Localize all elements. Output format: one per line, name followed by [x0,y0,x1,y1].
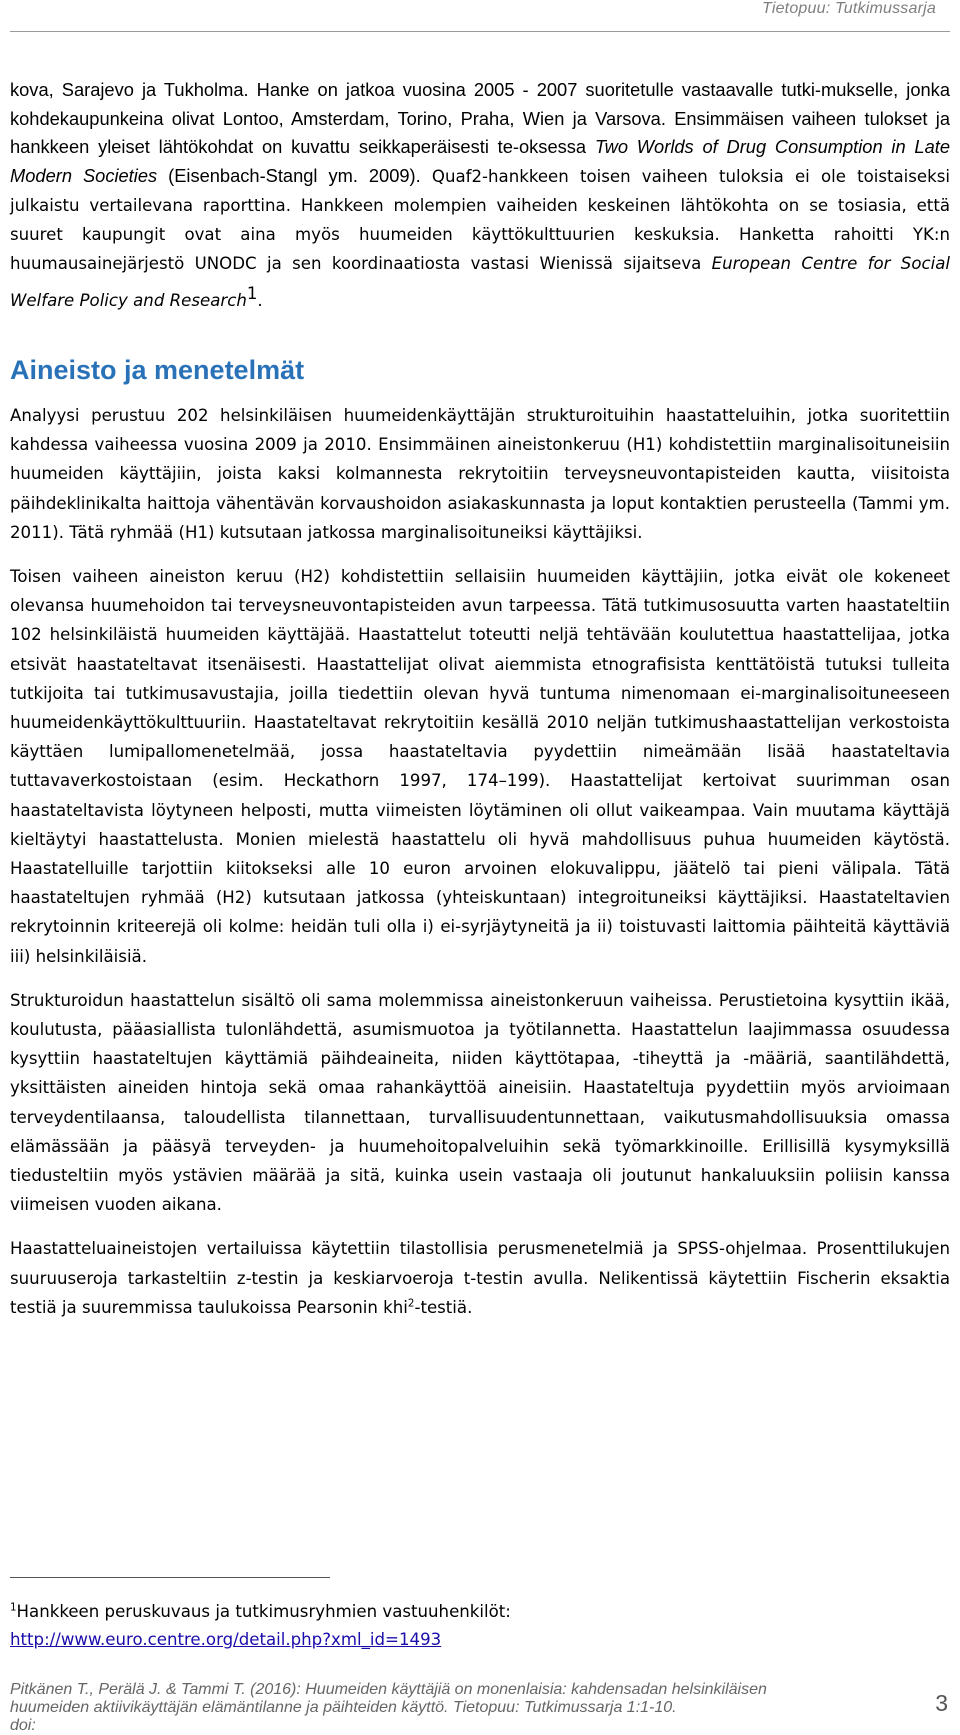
paragraph-data-collection: Analyysi perustuu 202 helsinkiläisen huumeidenkäyttäjän strukturoituihin haastatteluihin, jotka suoritettiin kahdessa vaiheessa vuosina 2009 ja 2010. Ensimmäinen aineistonkeruu (H1) kohdistettiin marginalisoituneisiin huumeiden käyttäjiin, joista kaksi kolmannesta rekrytoitiin terveysneuvontapisteiden kautta, viisitoista päihdeklinikalta haittoja vähentävän korvaushoidon asiakaskunnasta ja loput kontaktien perusteella (Tammi ym. 2011). Tätä ryhmää (H1) kutsutaan jatkossa marginalisoituneiksi käyttäjiksi. [10,405,950,542]
page-number: 3 [935,1690,948,1716]
intro-text-end: . [257,290,263,310]
footnote [10,1598,910,1654]
footer-citation-line-3: doi: [10,1717,36,1734]
intro-text-b: (Eisenbach-Stangl ym. 2009). [157,164,421,186]
header-divider [10,31,950,32]
document-body [10,76,950,1322]
footer-citation-line-2: huumeiden aktiivikäyttäjän elämäntilanne ja päihteiden käyttö. Tietopuu: Tutkimussarja 1:1-10. [10,1699,677,1716]
intro-paragraph [10,76,950,315]
footnote-reference[interactable]: 1 [246,283,258,303]
intro-text-a: kova, Sarajevo ja Tukholma. Hanke on jatkoa vuosina 2005 - 2007 suoritetulle vastaavalle tutki-mukselle, jonka kohdekaupunkeina olivat Lontoo, Amsterdam, Torino, Praha, Wien ja Varsova. Ensimmäisen vaiheen tulokset ja hankkeen yleiset lähtökohdat on kuvattu seikkaperäisesti te-oksessa [10,79,950,158]
cited-book-title: Two Worlds of Drug Consumption in Late Modern Societies [10,136,950,186]
footer-citation-line-1: Pitkänen T., Perälä J. & Tammi T. (2016): Huumeiden käyttäjiä on monenlaisia: kahdensadan helsinkiläisen [10,1681,767,1698]
footnote-text: Hankkeen peruskuvaus ja tutkimusryhmien vastuuhenkilöt: [16,1602,511,1621]
footnote-divider [10,1577,330,1578]
paragraph-second-phase: Toisen vaiheen aineiston keruu (H2) kohdistettiin sellaisiin huumeiden käyttäjiin, jotka eivät ole kokeneet olevansa huumehoidon tai terveysneuvontapisteiden avun tarpeessa. Tätä tutkimusosuutta varten haastateltiin 102 helsinkiläistä huumeiden käyttäjää. Haastattelut toteutti neljä tehtävään koulutettua haastattelijaa, jotka etsivät haastateltavat itsenäisesti. Haastattelijat olivat aiemmista etnografisista kenttätöistä tutuksi tulleita tutkijoita tai tutkimusavustajia, joilla tiedettiin olevan hyvä tuntuma nimenomaan ei-marginalisoituneeseen huumeidenkäyttökulttuuriin. Haastateltavat rekrytoitiin kesällä 2010 neljän tutkimushaastattelijan verkostoista käyttäen lumipallomenetelmää, jossa haastateltavia pyydettiin nimeämään lisää haastateltavia tuttavaverkostoistaan (esim. Heckathorn 1997, 174–199). Haastattelijat kertoivat suurimman osan haastateltavista löytyneen helposti, mutta viimeisten löytäminen oli ollut vaikeampaa. Vain muutama käyttäjä kieltäytyi haastattelusta. Monien mielestä haastattelu oli hyvä mahdollisuus puhua huumeiden käytöstä. Haastatelluille tarjottiin kiitokseksi alle 10 euron arvoinen elokuvalippu, jäätelö tai pieni välipala. Tätä haastateltujen ryhmää (H2) kutsutaan jatkossa (yhteiskuntaan) integroituneiksi käyttäjiksi. Haastateltavien rekrytoinnin kriteerejä oli kolme: heidän tuli olla i) ei-syrjäytyneitä ja ii) toistuvasti laittomia päihteitä käyttäviä iii) helsinkiläisiä. [10,566,950,966]
running-header: Tietopuu: Tutkimussarja [761,0,936,17]
organization-name: European Centre for Social Welfare Policy and Research [10,254,950,310]
footnote-marker: 1 [10,1601,17,1614]
intro-text-c: Quaf2-hankkeen toisen vaiheen tuloksia ei ole toistaiseksi julkaistu vertailevana raporttina. Hankkeen molempien vaiheiden keskeinen lähtökohta on se tosiasia, että suuret kaupungit ovat aina myös huumeiden käyttökulttuurien keskuksia. Hanketta rahoitti YK:n huumausainejärjestö UNODC ja sen koordinaatiosta vastasi Wienissä sijaitseva [10,166,950,274]
footnote-text-line [10,1598,910,1626]
paragraph-interview-content: Strukturoidun haastattelun sisältö oli sama molemmissa aineistonkeruun vaiheissa. Perustietoina kysyttiin ikää, koulutusta, pääasiallista tulonlähdettä, asumismuotoa ja työtilannetta. Haastattelun laajimmassa osuudessa kysyttiin haastateltujen käyttämiä päihdeaineita, niiden käyttötapaa, -tiheyttä ja -määriä, saantilähdettä, yksittäisten aineiden hintoja sekä omaa rahankäyttöä aineisiin. Haastateltuja pyydettiin myös arvioimaan terveydentilaansa, taloudellista tilannettaan, turvallisuudentunnettaan, vaikutusmahdollisuuksia omassa elämässään ja pääsyä terveyden- ja huumehoitopalveluihin sekä työmarkkinoille. Erillisillä kysymyksillä tiedusteltiin myös ystävien määrää ja sitä, kuinka usein vastaaja oli joutunut hankaluuksiin poliisin kanssa viimeisen vuoden aikana. [10,990,950,1215]
footnote-link[interactable]: http://www.euro.centre.org/detail.php?xml_id=1493 [10,1630,442,1649]
section-heading: Aineisto ja menetelmät [10,354,305,385]
methods-text-a: Haastatteluaineistojen vertailuissa käytettiin tilastollisia perusmenetelmiä ja SPSS-ohjelmaa. Prosenttilukujen suuruuseroja tarkasteltiin z-testin ja keskiarvoeroja t-testin avulla. Nelikentissä käytettiin Fischerin eksaktia testiä ja suuremmissa taulukoissa Pearsonin khi [10,1239,950,1317]
methods-text-b: -testiä. [414,1297,473,1317]
paragraph-statistical-methods [10,1234,950,1322]
khi-superscript: 2 [407,1297,415,1310]
